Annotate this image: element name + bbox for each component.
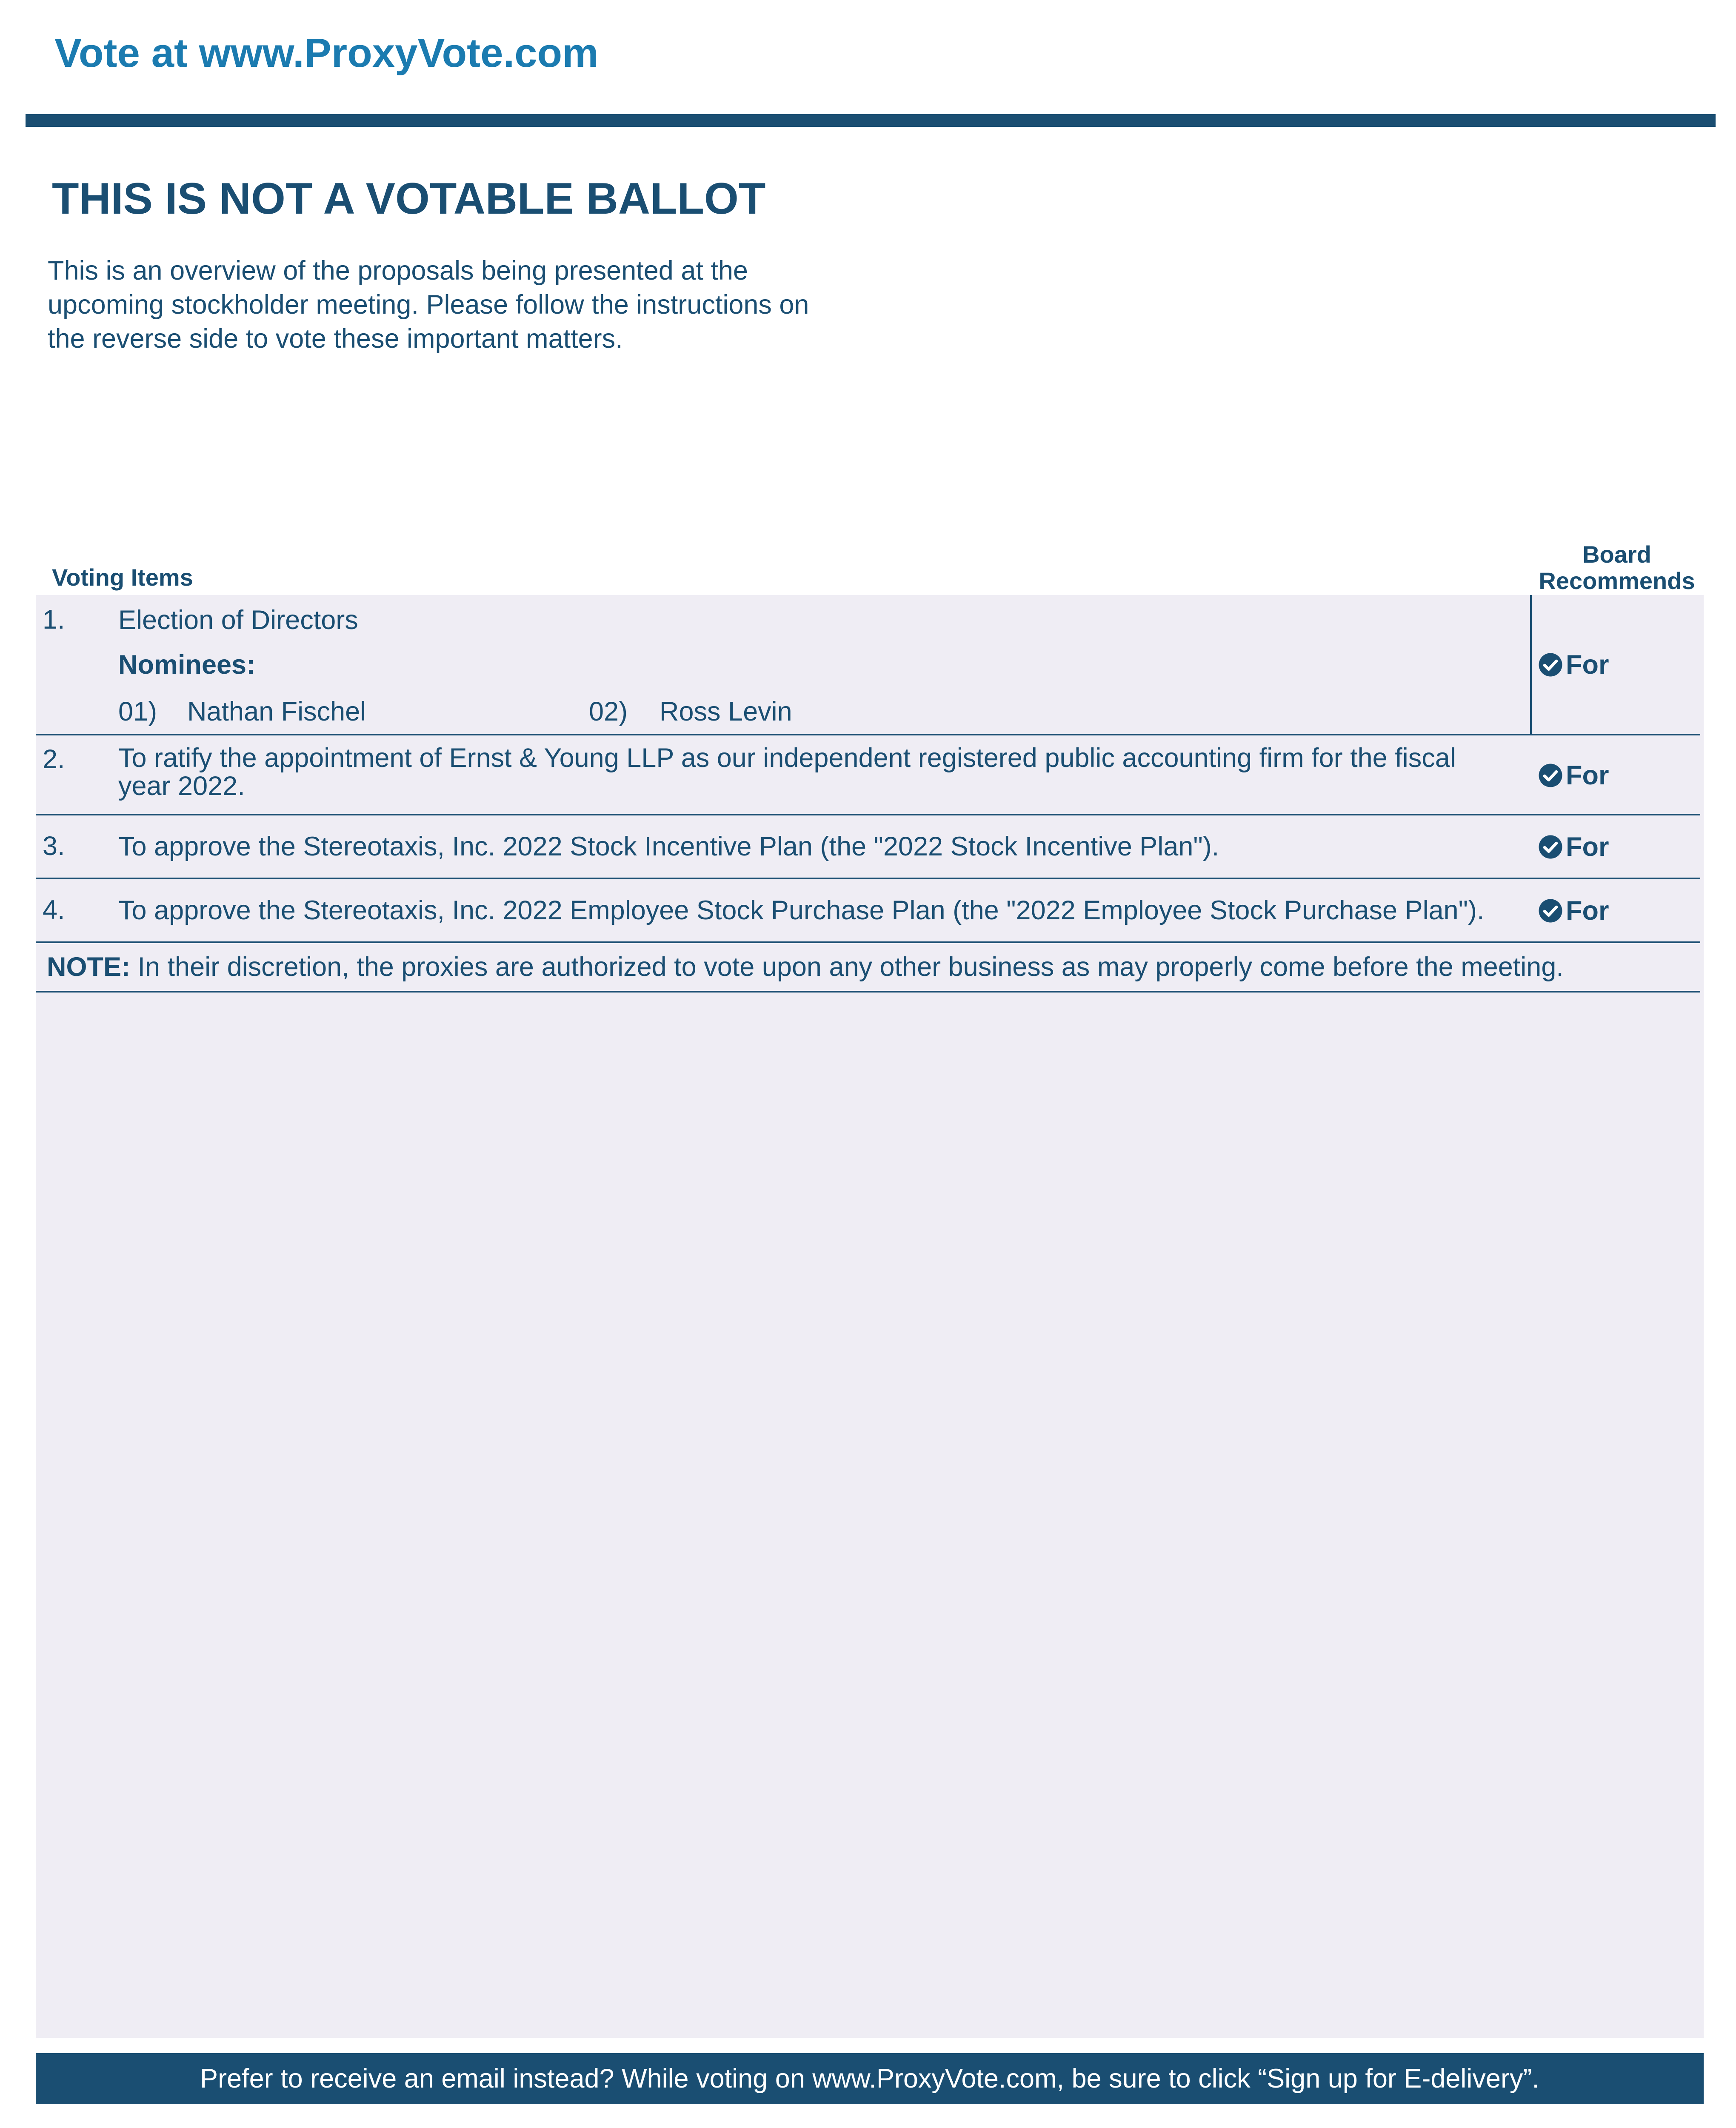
nominee-index: 01) [118,697,157,726]
recommendation-label: For [1566,650,1609,680]
check-circle-icon [1538,652,1563,678]
item-number: 3. [43,831,65,861]
voting-items-header: Voting Items [52,564,193,591]
voting-item-4 [36,879,1700,943]
item-text [118,832,1531,861]
nominee-index: 02) [589,697,628,726]
item-text-line: To approve the Stereotaxis, Inc. 2022 Stock Incentive Plan (the "2022 Stock Incentive Plan"). [118,832,1219,861]
check-circle-icon [1538,763,1563,788]
column-divider [1530,595,1532,735]
item-text-line: year 2022. [118,771,245,801]
item-text [118,896,1531,924]
check-circle-icon [1538,898,1563,924]
recommendation-label: For [1566,761,1609,790]
edelivery-banner[interactable]: Prefer to receive an email instead? While voting on www.ProxyVote.com, be sure to click “Sign up for E-delivery”. [36,2053,1704,2104]
voting-item-2 [36,735,1700,815]
recommendation-label: For [1566,896,1609,926]
intro-paragraph [48,254,856,356]
recommendation [1538,760,1609,791]
board-header-line: Board [1582,541,1651,568]
voting-item-3 [36,815,1700,879]
header-rule [26,114,1716,127]
item-text-line: Election of Directors [118,605,358,635]
item-text [118,744,1531,800]
intro-line: This is an overview of the proposals being presented at the [48,256,748,286]
board-recommends-header [1532,541,1702,594]
board-header-line: Recommends [1539,567,1695,594]
check-circle-icon [1538,834,1563,860]
note-rule [36,991,1700,992]
recommendation [1538,895,1609,926]
recommendation [1538,832,1609,862]
intro-line: upcoming stockholder meeting. Please follow the instructions on [48,290,809,320]
item-text [118,606,1531,634]
ballot-title: THIS IS NOT A VOTABLE BALLOT [52,174,766,223]
item-number: 1. [43,605,65,635]
recommendation [1538,649,1609,680]
intro-line: the reverse side to vote these important matters. [48,324,623,354]
recommendation-label: For [1566,832,1609,862]
nominee-name: Nathan Fischel [187,697,366,726]
note-text [47,952,1564,982]
note-body: In their discretion, the proxies are authorized to vote upon any other business as may properly come before the meeting. [130,952,1564,982]
item-number: 2. [43,744,65,774]
item-number: 4. [43,895,65,925]
vote-url-heading[interactable]: Vote at www.ProxyVote.com [54,30,599,76]
note-label: NOTE: [47,952,130,982]
voting-item-1 [36,595,1700,735]
item-text-line: To approve the Stereotaxis, Inc. 2022 Employee Stock Purchase Plan (the "2022 Employee Stock Purchase Plan"). [118,895,1485,925]
nominee-name: Ross Levin [660,697,792,726]
nominees-label: Nominees: [118,650,256,680]
item-text-line: To ratify the appointment of Ernst & Young LLP as our independent registered public accounting firm for the fiscal [118,743,1456,773]
